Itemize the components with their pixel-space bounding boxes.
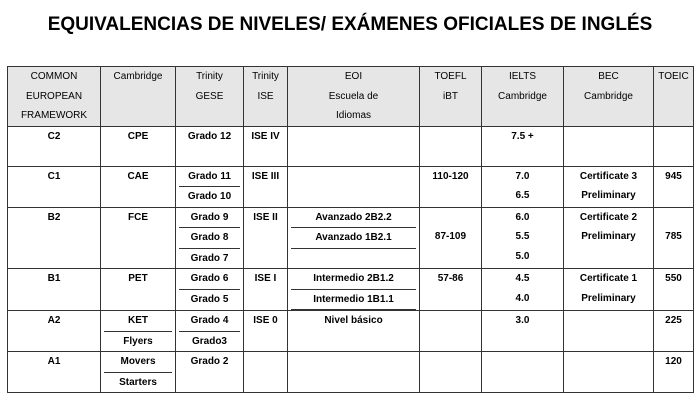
- ielts-cell: [482, 207, 564, 269]
- ise-level: ISE III: [251, 170, 280, 182]
- toeic-score: 225: [665, 315, 682, 326]
- cambridge-exam: Movers: [104, 352, 172, 373]
- gese-grade: Grado 5: [190, 293, 229, 305]
- header-line: Trinity: [252, 71, 279, 82]
- bec-cell: [564, 311, 654, 352]
- header-subline: Idiomas: [335, 110, 371, 121]
- cambridge-exam: FCE: [128, 211, 148, 223]
- cambridge-exam: Starters: [119, 376, 157, 388]
- bec-certificate: Preliminary: [581, 292, 636, 304]
- eoi-level: Intermedio 2B1.2: [291, 269, 416, 290]
- header-subline: ISE: [257, 90, 274, 102]
- toeic-cell: [654, 207, 694, 269]
- header-bec: [564, 67, 654, 127]
- bec-cell: [564, 166, 654, 207]
- ielts-score: 4.5: [515, 273, 530, 284]
- header-line: EUROPEAN: [25, 90, 83, 102]
- header-line: TOEIC: [658, 71, 689, 82]
- cambridge-cell: [101, 352, 176, 393]
- bec-certificate: Certificate 1: [579, 273, 638, 284]
- cambridge-cell: [101, 126, 176, 166]
- ielts-score: 5.5: [515, 231, 530, 242]
- header-line: IELTS: [508, 71, 537, 82]
- gese-cell: [176, 269, 244, 311]
- header-eoi: [288, 67, 420, 127]
- ise-cell: [244, 166, 288, 207]
- header-common-european-framework: [8, 67, 101, 127]
- toeic-score: 550: [665, 273, 682, 284]
- header-toeic: [654, 67, 694, 127]
- gese-grade: Grado 12: [187, 130, 232, 142]
- header-row: [8, 67, 694, 127]
- ielts-cell: [482, 269, 564, 311]
- header-line: COMMON: [30, 71, 78, 82]
- ise-level: ISE 0: [253, 315, 278, 326]
- ise-cell: [244, 207, 288, 269]
- ielts-cell: [482, 352, 564, 393]
- cambridge-exam: CAE: [127, 170, 149, 182]
- cambridge-exam: PET: [128, 273, 148, 284]
- gese-grade: Grado 6: [179, 269, 240, 290]
- header-trinity-gese: [176, 67, 244, 127]
- bec-certificate: Certificate 2: [579, 211, 638, 223]
- ise-cell: [244, 269, 288, 311]
- toefl-range: 87-109: [434, 231, 467, 242]
- toeic-cell: [654, 352, 694, 393]
- toeic-score: [654, 127, 693, 147]
- gese-cell: [176, 207, 244, 269]
- page-title: EQUIVALENCIAS DE NIVELES/ EXÁMENES OFICIALES DE INGLÉS: [47, 14, 653, 35]
- ielts-score: 7.5 +: [511, 130, 534, 142]
- table-row-b2: [8, 207, 694, 269]
- toeic-score: 120: [665, 356, 682, 367]
- gese-grade: Grado 2: [190, 356, 229, 367]
- ise-level: ISE I: [254, 273, 277, 284]
- equivalence-table-wrapper: [7, 66, 694, 393]
- table-row-c1: [8, 166, 694, 207]
- header-line: TOEFL: [434, 71, 467, 82]
- gese-cell: [176, 352, 244, 393]
- gese-grade: Grado 9: [179, 208, 240, 229]
- header-line: FRAMEWORK: [20, 110, 88, 121]
- gese-grade: Grado 10: [187, 191, 232, 202]
- ielts-score: 6.5: [515, 190, 530, 201]
- eoi-level: Intermedio 1B1.1: [291, 290, 416, 311]
- cambridge-cell: [101, 207, 176, 269]
- cambridge-cell: [101, 311, 176, 352]
- header-ielts: [482, 67, 564, 127]
- ielts-score: 3.0: [515, 315, 530, 326]
- ise-cell: [244, 311, 288, 352]
- eoi-level: Avanzado 1B2.1: [291, 228, 416, 249]
- toefl-cell: [420, 126, 482, 166]
- gese-grade: Grado3: [191, 335, 227, 347]
- toeic-cell: [654, 126, 694, 166]
- eoi-cell: [288, 311, 420, 352]
- header-line: BEC: [598, 71, 619, 82]
- header-toefl: [420, 67, 482, 127]
- eoi-level: Nivel básico: [324, 315, 383, 326]
- toefl-range: 57-86: [437, 273, 464, 284]
- cambridge-cell: [101, 269, 176, 311]
- toeic-score: 945: [665, 170, 682, 182]
- toeic-cell: [654, 311, 694, 352]
- ielts-score: 7.0: [515, 170, 530, 182]
- toefl-range: [420, 127, 481, 147]
- equivalence-table: [7, 66, 694, 393]
- bec-cell: [564, 352, 654, 393]
- table-row-b1: [8, 269, 694, 311]
- ielts-score: 6.0: [515, 211, 530, 223]
- ielts-cell: [482, 166, 564, 207]
- toefl-range: 110-120: [432, 170, 469, 182]
- gese-cell: [176, 166, 244, 207]
- gese-cell: [176, 126, 244, 166]
- eoi-cell: [288, 269, 420, 311]
- bec-certificate: Preliminary: [581, 231, 636, 242]
- ielts-score: 4.0: [515, 292, 530, 304]
- bec-cell: [564, 207, 654, 269]
- header-subline: GESE: [195, 90, 224, 102]
- ielts-score: 5.0: [515, 250, 530, 262]
- eoi-level: Avanzado 2B2.2: [291, 208, 416, 229]
- header-line: Cambridge: [113, 71, 163, 82]
- level-cell: A2: [8, 311, 101, 352]
- ise-cell: [244, 126, 288, 166]
- header-subline: Escuela de: [328, 90, 379, 102]
- header-trinity-ise: [244, 67, 288, 127]
- level-cell: C2: [8, 126, 101, 166]
- table-row-a2: [8, 311, 694, 352]
- ise-level: ISE II: [253, 211, 278, 223]
- table-row-a1: [8, 352, 694, 393]
- header-subline: Cambridge: [584, 90, 633, 102]
- toeic-cell: [654, 166, 694, 207]
- cambridge-exam: KET: [104, 311, 172, 332]
- gese-grade: Grado 11: [179, 167, 240, 188]
- cambridge-exam: Flyers: [123, 335, 153, 347]
- ise-level: ISE IV: [251, 130, 280, 142]
- ielts-cell: [482, 126, 564, 166]
- header-subline: iBT: [443, 90, 458, 102]
- toefl-cell: [420, 269, 482, 311]
- header-line: Trinity: [196, 71, 223, 82]
- toeic-score: 785: [665, 231, 682, 242]
- header-subline: Cambridge: [498, 90, 547, 102]
- eoi-cell: [288, 352, 420, 393]
- ielts-cell: [482, 311, 564, 352]
- eoi-cell: [288, 126, 420, 166]
- bec-certificate: Preliminary: [581, 190, 636, 201]
- cambridge-exam: CPE: [127, 130, 149, 142]
- bec-certificate: Certificate 3: [579, 170, 638, 182]
- eoi-cell: [288, 166, 420, 207]
- level-cell: B1: [8, 269, 101, 311]
- toeic-cell: [654, 269, 694, 311]
- gese-grade: Grado 8: [179, 228, 240, 249]
- gese-grade: Grado 7: [190, 252, 229, 264]
- level-cell: C1: [8, 166, 101, 207]
- header-line: EOI: [344, 71, 363, 82]
- bec-cell: [564, 126, 654, 166]
- toefl-cell: [420, 352, 482, 393]
- table-row-c2: [8, 126, 694, 166]
- ise-cell: [244, 352, 288, 393]
- toefl-cell: [420, 207, 482, 269]
- level-cell: B2: [8, 207, 101, 269]
- header-cambridge: [101, 67, 176, 127]
- level-cell: A1: [8, 352, 101, 393]
- gese-cell: [176, 311, 244, 352]
- toefl-range: [420, 311, 481, 331]
- toefl-cell: [420, 166, 482, 207]
- toefl-cell: [420, 311, 482, 352]
- gese-grade: Grado 4: [179, 311, 240, 332]
- bec-cell: [564, 269, 654, 311]
- cambridge-cell: [101, 166, 176, 207]
- eoi-cell: [288, 207, 420, 269]
